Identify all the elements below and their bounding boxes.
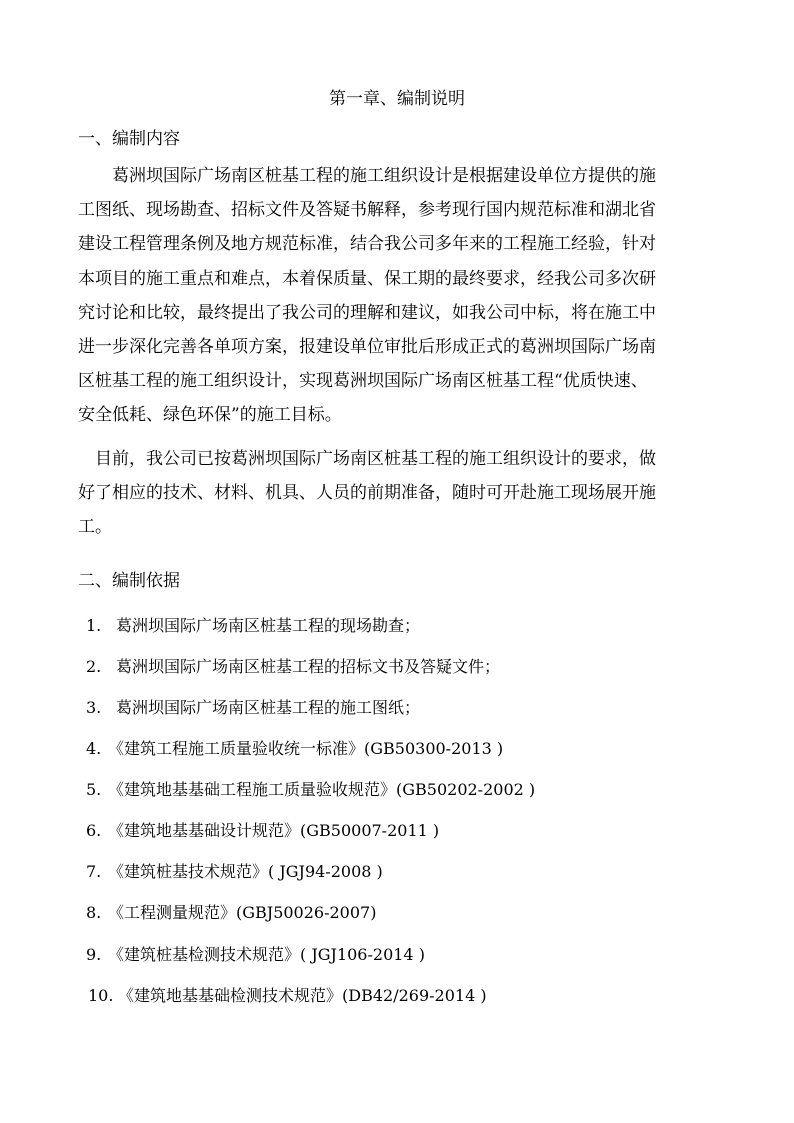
paragraph-line: 区桩基工程的施工组织设计，实现葛洲坝国际广场南区桩基工程“优质快速、	[78, 371, 648, 392]
list-item	[86, 615, 420, 637]
paragraph-preparation	[78, 442, 716, 545]
list-item	[86, 944, 425, 966]
list-item	[86, 697, 420, 719]
list-item-number: 10.	[88, 986, 114, 1005]
list-item	[86, 820, 439, 842]
list-item-number: 9.	[86, 945, 102, 964]
list-item	[86, 779, 535, 801]
list-item-text: 《建筑桩基技术规范》( JGJ94-2008 )	[108, 862, 383, 881]
paragraph-line: 建设工程管理条例及地方规范标准，结合我公司多年来的工程施工经验，针对	[78, 234, 656, 255]
paragraph-line: 好了相应的技术、材料、机具、人员的前期准备，随时可开赴施工现场展开施	[78, 483, 656, 504]
paragraph-line: 目前，我公司已按葛洲坝国际广场南区桩基工程的施工组织设计的要求，做	[78, 449, 656, 469]
paragraph-line: 安全低耗、绿色环保”的施工目标。	[78, 405, 342, 426]
section-heading-basis: 二、编制依据	[78, 571, 180, 591]
paragraph-line: 本项目的施工重点和难点，本着保质量、保工期的最终要求，经我公司多次研	[78, 268, 656, 289]
list-item	[86, 738, 503, 760]
list-item-text: 《建筑地基基础检测技术规范》(DB42/269-2014 )	[118, 986, 487, 1005]
list-item-text: 《建筑地基基础工程施工质量验收规范》(GB50202-2002 )	[108, 780, 536, 799]
list-item-number: 8.	[86, 903, 102, 922]
list-item-number: 6.	[86, 821, 102, 840]
list-item-number: 4.	[86, 739, 102, 758]
list-item	[86, 656, 500, 678]
paragraph-line: 工图纸、现场勘查、招标文件及答疑书解释，参考现行国内规范标准和湖北省	[78, 200, 656, 221]
list-item-number: 7.	[86, 862, 102, 881]
list-item-number: 3.	[86, 698, 102, 717]
list-item-text: 《建筑地基基础设计规范》(GB50007-2011 )	[108, 821, 440, 840]
list-item-number: 1.	[86, 616, 102, 635]
paragraph-line: 工。	[78, 517, 112, 538]
list-item-text: 葛洲坝国际广场南区桩基工程的招标文书及答疑文件；	[116, 657, 501, 676]
paragraph-line: 究讨论和比较，最终提出了我公司的理解和建议，如我公司中标，将在施工中	[78, 302, 656, 323]
list-item-text: 葛洲坝国际广场南区桩基工程的施工图纸；	[116, 698, 421, 717]
paragraph-content	[78, 159, 716, 433]
chapter-title: 第一章、编制说明	[329, 89, 465, 109]
section-heading-content: 一、编制内容	[78, 129, 180, 149]
list-item-number: 5.	[86, 780, 102, 799]
list-item	[86, 861, 383, 883]
paragraph-line: 葛洲坝国际广场南区桩基工程的施工组织设计是根据建设单位方提供的施	[78, 166, 656, 186]
list-item	[88, 985, 487, 1007]
list-item	[86, 902, 376, 924]
list-item-text: 《建筑工程施工质量验收统一标准》(GB50300-2013 )	[108, 739, 504, 758]
paragraph-line: 进一步深化完善各单项方案，报建设单位审批后形成正式的葛洲坝国际广场南	[78, 337, 656, 358]
list-item-text: 葛洲坝国际广场南区桩基工程的现场勘查；	[116, 616, 421, 635]
list-item-text: 《工程测量规范》(GBJ50026-2007)	[108, 903, 377, 922]
list-item-text: 《建筑桩基检测技术规范》( JGJ106-2014 )	[108, 945, 425, 964]
list-item-number: 2.	[86, 657, 102, 676]
